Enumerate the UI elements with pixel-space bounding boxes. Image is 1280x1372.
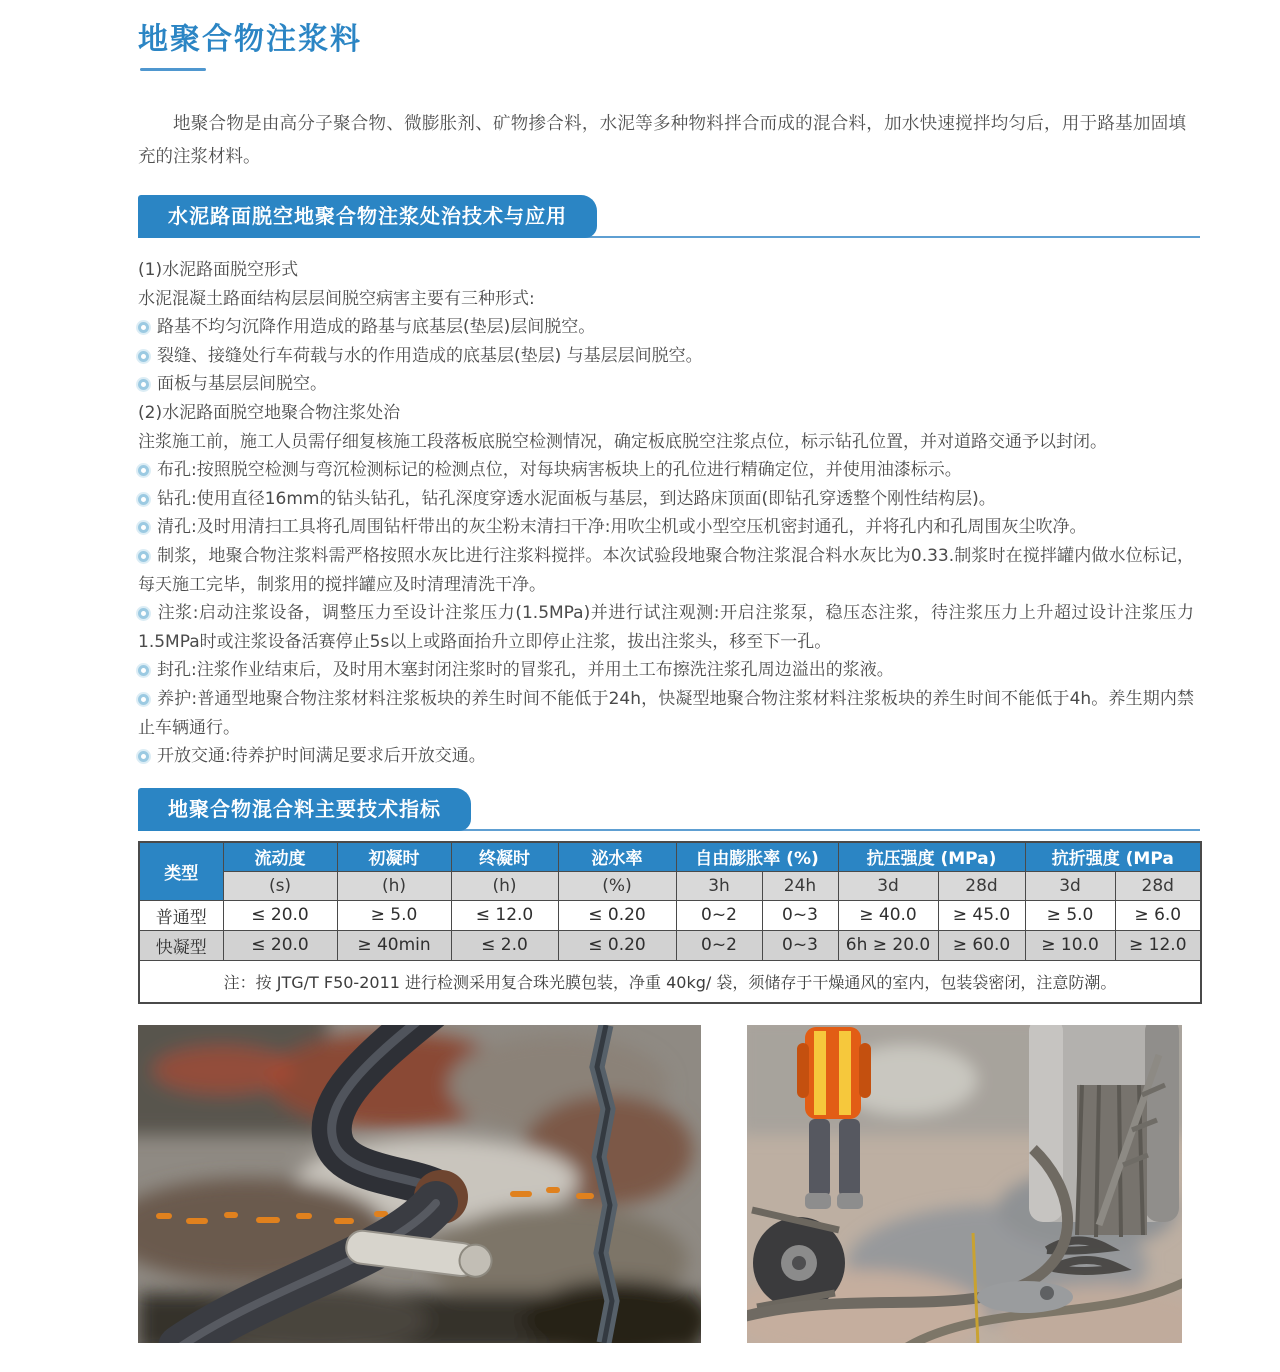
table-cell: 6h ≥ 20.0	[838, 930, 938, 960]
bullet-circle-icon	[138, 694, 149, 705]
table-cell: ≤ 0.20	[558, 900, 676, 930]
worksite-grouting-equipment-photo	[747, 1025, 1182, 1343]
table-subheader-cell: 3h	[676, 871, 762, 900]
list-item	[138, 285, 1194, 314]
table-cell: ≥ 10.0	[1025, 930, 1115, 960]
photo-row	[138, 1025, 1200, 1345]
list-item	[138, 542, 1194, 599]
list-item-text: (2)水泥路面脱空地聚合物注浆处治	[138, 402, 401, 423]
list-item	[138, 428, 1194, 457]
list-item	[138, 256, 1194, 285]
title-underline	[140, 68, 206, 71]
table-header-cell: 泌水率	[558, 842, 676, 871]
bullet-circle-icon	[138, 379, 149, 390]
intro-paragraph: 地聚合物是由高分子聚合物、微膨胀剂、矿物掺合料，水泥等多种物料拌合而成的混合料，加水快速搅拌均匀后，用于路基加固填充的注浆材料。	[138, 114, 1186, 167]
table-row	[139, 900, 1201, 930]
bullet-circle-icon	[138, 522, 149, 533]
table-header-cell: 自由膨胀率 (%)	[676, 842, 838, 871]
list-item-text: 水泥混凝土路面结构层层间脱空病害主要有三种形式:	[138, 288, 535, 309]
list-item	[138, 342, 1194, 371]
list-item	[138, 685, 1194, 742]
bullet-circle-icon	[138, 351, 149, 362]
table-cell: ≥ 45.0	[938, 900, 1025, 930]
list-item-text: 钻孔:使用直径16mm的钻头钻孔，钻孔深度穿透水泥面板与基层，到达路床顶面(即钻孔穿透整个刚性结构层)。	[157, 488, 996, 509]
bullet-circle-icon	[138, 665, 149, 676]
page-title: 地聚合物注浆料	[138, 22, 362, 57]
table-subheader-cell: 28d	[938, 871, 1025, 900]
list-item-text: 开放交通:待养护时间满足要求后开放交通。	[157, 746, 486, 767]
process-list	[138, 256, 1194, 771]
list-item	[138, 656, 1194, 685]
bullet-circle-icon	[138, 322, 149, 333]
list-item-text: 清孔:及时用清扫工具将孔周围钻杆带出的灰尘粉末清扫干净:用吹尘机或小型空压机密封通孔，并将孔内和孔周围灰尘吹净。	[157, 517, 1087, 538]
list-item	[138, 399, 1194, 428]
table-cell: 0~2	[676, 930, 762, 960]
table-cell: ≥ 40min	[337, 930, 451, 960]
section-banner-specs: 地聚合物混合料主要技术指标	[138, 788, 471, 831]
table-cell: 0~2	[676, 900, 762, 930]
list-item	[138, 742, 1194, 771]
row-label: 普通型	[139, 900, 223, 930]
table-cell: ≤ 0.20	[558, 930, 676, 960]
list-item	[138, 456, 1194, 485]
list-item-text: 注浆:启动注浆设备，调整压力至设计注浆压力(1.5MPa)并进行试注观测:开启注浆泵，稳压态注浆，待注浆压力上升超过设计注浆压力1.5MPa时或注浆设备活赛停止5s以上或路面抬升立即停止注浆，拔出注浆头，移至下一孔。	[138, 603, 1194, 652]
table-header-cell: 终凝时	[451, 842, 558, 871]
table-note-row	[139, 960, 1201, 1003]
list-item	[138, 313, 1194, 342]
table-cell: ≤ 20.0	[223, 930, 337, 960]
table-subheader-cell: (h)	[451, 871, 558, 900]
table-cell: 0~3	[762, 900, 838, 930]
list-item-text: 养护:普通型地聚合物注浆材料注浆板块的养生时间不能低于24h，快凝型地聚合物注浆材料注浆板块的养生时间不能低于4h。养生期内禁止车辆通行。	[138, 688, 1194, 738]
table-cell: ≥ 12.0	[1115, 930, 1201, 960]
list-item	[138, 370, 1194, 399]
section-header-specs	[138, 788, 1200, 831]
table-cell: ≥ 5.0	[337, 900, 451, 930]
table-subheader-cell: (%)	[558, 871, 676, 900]
bullet-circle-icon	[138, 494, 149, 505]
table-cell: ≤ 12.0	[451, 900, 558, 930]
bullet-circle-icon	[138, 465, 149, 476]
bullet-circle-icon	[138, 608, 149, 619]
table-subheader-cell: 3d	[1025, 871, 1115, 900]
table-subheader-cell: (s)	[223, 871, 337, 900]
bullet-circle-icon	[138, 751, 149, 762]
table-cell: ≤ 20.0	[223, 900, 337, 930]
table-note: 注：按 JTG/T F50-2011 进行检测采用复合珠光膜包装，净重 40kg/ 袋，须储存于干燥通风的室内，包装袋密闭，注意防潮。	[139, 960, 1201, 1003]
table-header-cell: 流动度	[223, 842, 337, 871]
list-item-text: 制浆，地聚合物注浆料需严格按照水灰比进行注浆料搅拌。本次试验段地聚合物注浆混合料水灰比为0.33.制浆时在搅拌罐内做水位标记，每天施工完毕，制浆用的搅拌罐应及时清理清洗干净。	[138, 545, 1194, 595]
table-cell: ≥ 40.0	[838, 900, 938, 930]
table-header-cell: 抗折强度 (MPa	[1025, 842, 1201, 871]
table-subheader-cell: 3d	[838, 871, 938, 900]
table-header-cell: 初凝时	[337, 842, 451, 871]
bullet-circle-icon	[138, 551, 149, 562]
list-item	[138, 485, 1194, 514]
list-item-text: 裂缝、接缝处行车荷载与水的作用造成的底基层(垫层) 与基层层间脱空。	[157, 345, 703, 366]
table-cell: 0~3	[762, 930, 838, 960]
spec-table	[138, 841, 1202, 1004]
list-item-text: 面板与基层层间脱空。	[157, 374, 327, 395]
table-cell: ≥ 60.0	[938, 930, 1025, 960]
table-header-cell: 抗压强度 (MPa)	[838, 842, 1025, 871]
section-header-technology	[138, 195, 1200, 238]
table-subheader-cell: 24h	[762, 871, 838, 900]
table-subheader-cell: 28d	[1115, 871, 1201, 900]
table-row	[139, 930, 1201, 960]
table-subheader-cell: (h)	[337, 871, 451, 900]
table-cell: ≥ 6.0	[1115, 900, 1201, 930]
table-corner-header: 类型	[139, 842, 223, 900]
pavement-grouting-hose-photo	[138, 1025, 701, 1343]
list-item-text: 布孔:按照脱空检测与弯沉检测标记的检测点位，对每块病害板块上的孔位进行精确定位，并使用油漆标示。	[157, 460, 962, 481]
list-item-text: 注浆施工前，施工人员需仔细复核施工段落板底脱空检测情况，确定板底脱空注浆点位，标示钻孔位置，并对道路交通予以封闭。	[138, 431, 1107, 452]
section-banner-technology: 水泥路面脱空地聚合物注浆处治技术与应用	[138, 195, 597, 238]
list-item	[138, 599, 1194, 656]
list-item	[138, 513, 1194, 542]
table-cell: ≥ 5.0	[1025, 900, 1115, 930]
list-item-text: 封孔:注浆作业结束后，及时用木塞封闭注浆时的冒浆孔，并用土工布擦洗注浆孔周边溢出的浆液。	[157, 660, 894, 681]
list-item-text: 路基不均匀沉降作用造成的路基与底基层(垫层)层间脱空。	[157, 317, 596, 338]
row-label: 快凝型	[139, 930, 223, 960]
table-cell: ≤ 2.0	[451, 930, 558, 960]
list-item-text: (1)水泥路面脱空形式	[138, 260, 299, 280]
